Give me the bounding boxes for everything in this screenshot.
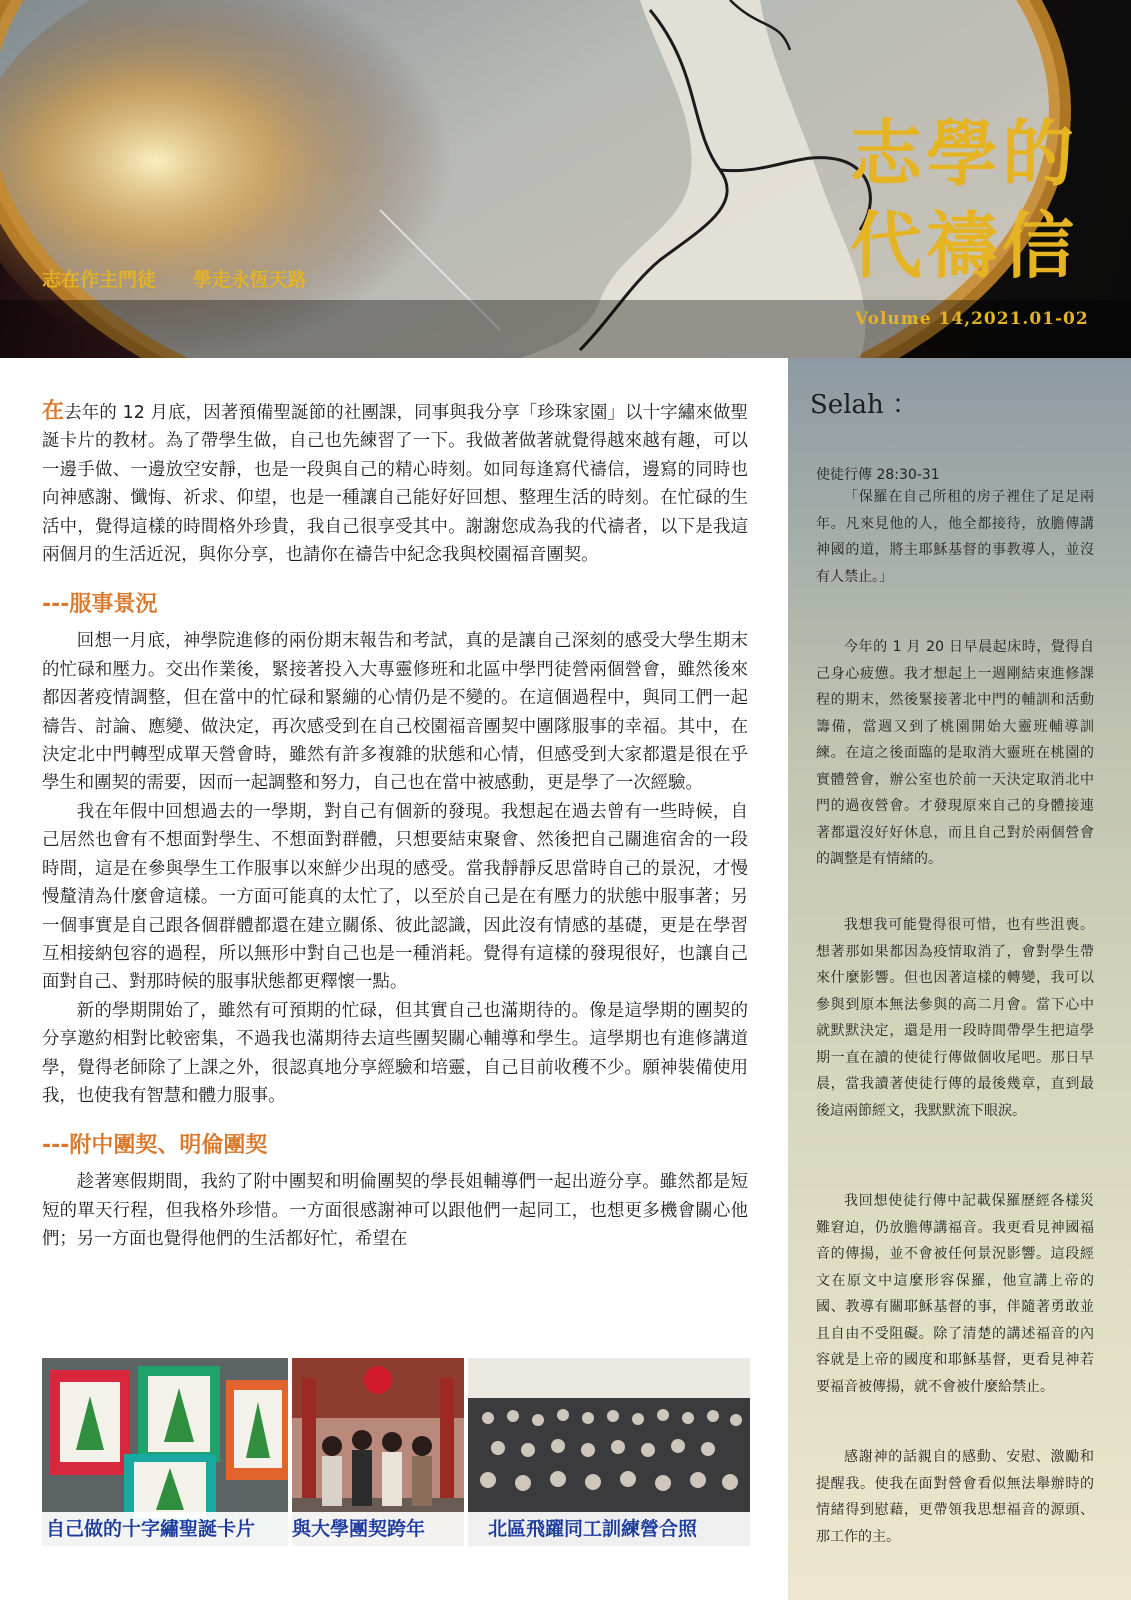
masthead-title-line-1: 志學的 xyxy=(850,111,1079,196)
photo-caption-1: 自己做的十字繡聖誕卡片 xyxy=(42,1512,288,1546)
section-title-fellowships: ---附中團契、明倫團契 xyxy=(42,1133,268,1159)
photo-cross-stitch-cards xyxy=(42,1358,288,1546)
scripture-verse: 「保羅在自己所租的房子裡住了足足兩年。凡來見他的人，他全都接待，放膽傳講 神國的道，將主耶穌基督的事教導人，並沒有人禁止。」 xyxy=(816,489,1108,585)
tagline-part-1: 志在作主門徒 xyxy=(42,269,157,291)
intro-paragraph xyxy=(42,398,748,569)
ministry-paragraph-3: 新的學期開始了，雖然有可預期的忙碌，但其實自己也滿期待的。像是這學期的團契的分享邀約相對比較密集，不過我也滿期待去這些團契關心輔導和學生。這學期也有進修講道學，覺得老師除了上課之外，很認真地分享經驗和培靈，自己目前收穫不少。願神裝備使用我，也使我有智慧和體力服事。 xyxy=(42,1000,748,1106)
masthead-title-line-2: 代禱信 xyxy=(850,203,1079,288)
intro-dropcap: 在 xyxy=(42,399,65,424)
scripture-reference: 使徒行傳 28:30-31 xyxy=(816,467,940,483)
photo-training-camp-group xyxy=(468,1358,750,1546)
sidebar-paragraph-1: 今年的 1 月 20 日早晨起床時，覺得自己身心疲憊。我才想起上一週剛結束進修課程的期末，然後緊接著北中門的輔訓和活動籌備，當週又到了桃園開始大靈班輔導訓練。在這之後面臨的是取消大靈班在桃園的實體營會，辦公室也於前一天決定取消北中門的過夜營會。才發現原來自己的身體接連著都還沒好好休息，而且自己對於兩個營會的調整是有情緒的。 xyxy=(816,639,1094,867)
section-title-ministry: ---服事景況 xyxy=(42,592,158,618)
fellowships-paragraph-1: 趁著寒假期間，我約了附中團契和明倫團契的學長姐輔導們一起出遊分享。雖然都是短短的單天行程，但我格外珍惜。一方面很感謝神可以跟他們一起同工，也想更多機會關心他們；另一方面也覺得他們的生活都好忙，希望在 xyxy=(42,1172,748,1250)
volume-issue-label: Volume 14,2021.01-02 xyxy=(855,309,1089,329)
photo-caption-3: 北區飛躍同工訓練營合照 xyxy=(468,1512,750,1546)
sidebar-paragraph-2: 我想我可能覺得很可惜，也有些沮喪。想著那如果都因為疫情取消了，會對學生帶來什麼影響。但也因著這樣的轉變，我可以參與到原本無法參與的高二月會。當下心中就默默決定，還是用一段時間帶學生把這學期一直在讀的使徒行傳做個收尾吧。那日早晨，當我讀著使徒行傳的最後幾章，直到最後這兩節經文，我默默流下眼淚。 xyxy=(816,917,1094,1119)
sidebar-paragraph-3: 我回想使徒行傳中記載保羅歷經各樣災難窘迫，仍放膽傳講福音。我更看見神國福音的傳揚，並不會被任何景況影響。這段經文在原文中這麼形容保羅，他宣講上帝的國、教導有關耶穌基督的事，伴隨著勇敢並且自由不受阻礙。除了清楚的講述福音的內容就是上帝的國度和耶穌基督，更看見神若要福音被傳揚，就不會被什麼給禁止。 xyxy=(816,1193,1094,1395)
tagline-part-2: 學走永恆天路 xyxy=(192,269,307,291)
photo-caption-2: 與大學團契跨年 xyxy=(292,1512,464,1546)
ministry-paragraph-1: 回想一月底，神學院進修的兩份期末報告和考試，真的是讓自己深刻的感受大學生期末的忙碌和壓力。交出作業後，緊接著投入大專靈修班和北區中學門徒營兩個營會，雖然後來都因著疫情調整，但在當中的忙碌和緊繃的心情仍是不變的。在這個過程中，與同工們一起禱告、討論、應變、做決定，再次感受到在自己校園福音團契中團隊服事的幸福。其中，在決定北中門轉型成單天營會時，雖然有許多複雜的狀態和心情，但感受到大家都還是很在乎學生和團契的需要，因而一起調整和努力，自己也在當中被感動，更是學了一次經驗。 xyxy=(42,631,748,794)
selah-heading: Selah ： xyxy=(810,390,919,420)
selah-sidebar xyxy=(788,358,1131,1600)
header-banner xyxy=(0,0,1131,358)
sidebar-paragraph-4: 感謝神的話親自的感動、安慰、激勵和提醒我。使我在面對營會看似無法舉辦時的情緒得到慰藉，更帶領我思想福音的源頭、那工作的主。 xyxy=(816,1449,1094,1545)
ministry-paragraph-2: 我在年假中回想過去的一學期，對自己有個新的發現。我想起在過去曾有一些時候，自己居然也會有不想面對學生、不想面對群體，只想要結束聚會、然後把自己關進宿舍的一段時間，這是在參與學生工作服事以來鮮少出現的感受。當我靜靜反思當時自己的景況，才慢慢釐清為什麼會這樣。一方面可能真的太忙了，以至於自己是在有壓力的狀態中服事著；另一個事實是自己跟各個群體都還在建立關係、彼此認識，因此沒有情感的基礎，更是在學習互相接納包容的過程，所以無形中對自己也是一種消耗。覺得有這樣的發現很好，也讓自己面對自己、對那時候的服事狀態都更釋懷一點。 xyxy=(42,801,748,993)
main-article xyxy=(42,398,748,1254)
header-tagline xyxy=(42,265,337,292)
intro-text: 去年的 12 月底，因著預備聖誕節的社團課，同事與我分享「珍珠家園」以十字繡來做聖誕卡片的教材。為了帶學生做，自己也先練習了一下。我做著做著就覺得越來越有趣，可以一邊手做、一邊放空安靜，也是一段與自己的精心時刻。如同每逢寫代禱信，邊寫的同時也向神感謝、懺悔、祈求、仰望，也是一種讓自己能好好回想、整理生活的時刻。在忙碌的生活中，覺得這樣的時間格外珍貴，我自己很享受其中。謝謝您成為我的代禱者，以下是我這兩個月的生活近況，與你分享，也請你在禱告中紀念我與校園福音團契。 xyxy=(42,403,748,566)
photo-strip xyxy=(42,1358,750,1546)
photo-new-year-fellowship xyxy=(292,1358,464,1546)
